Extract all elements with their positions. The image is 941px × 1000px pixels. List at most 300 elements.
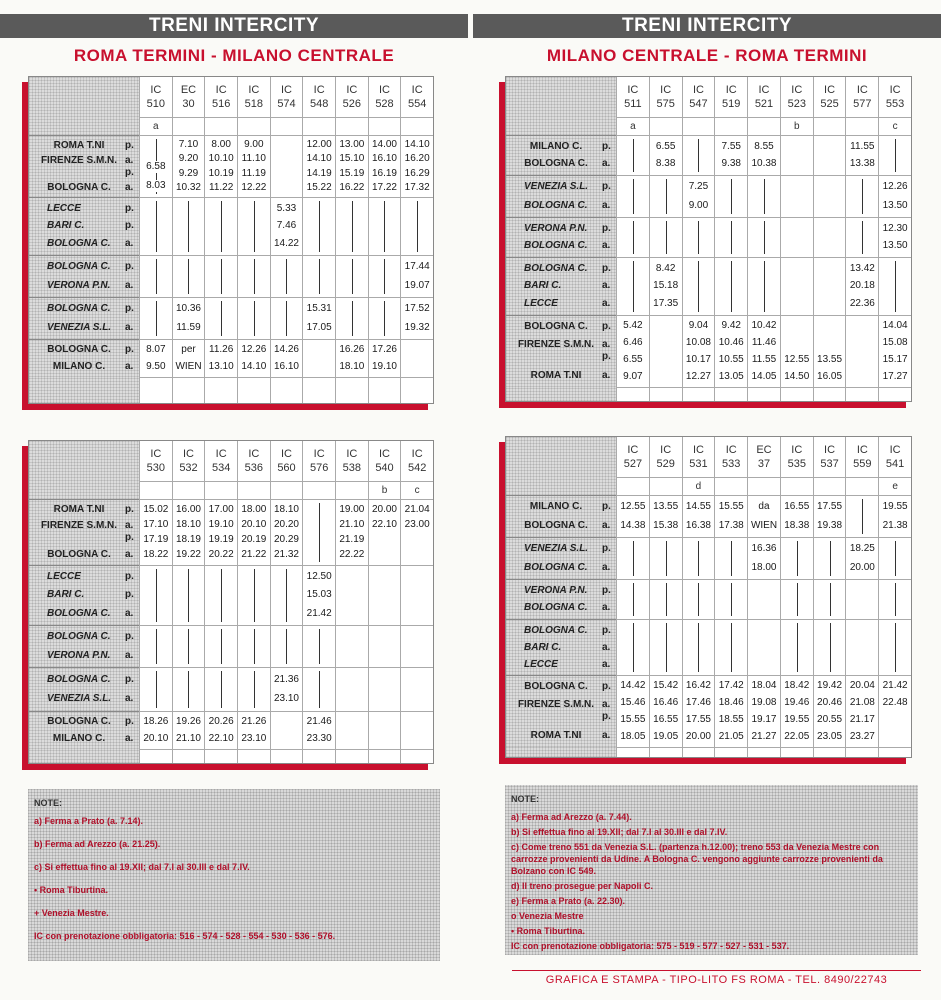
departure-time [220, 693, 222, 705]
train-number: 37 [757, 458, 771, 470]
station-name: BOLOGNA C. [47, 238, 111, 250]
arrival-departure-mark: a. [602, 369, 611, 381]
time-cell [204, 499, 237, 565]
time-cell [845, 495, 878, 537]
time-cell [714, 619, 747, 675]
train-number: 521 [754, 98, 774, 110]
note-item: + Venezia Mestre. [34, 908, 109, 918]
departure-time: 9.00 [688, 199, 709, 211]
departure-time: 12.30 [882, 222, 908, 234]
time-cell [845, 537, 878, 579]
departure-time: 6.46 [623, 337, 643, 349]
time-cell [139, 197, 172, 255]
departure-time [285, 631, 287, 643]
departure-time: 17.27 [882, 370, 908, 382]
time-cell-empty [139, 749, 172, 763]
train-number: 540 [375, 462, 394, 474]
departure-time: 13.00 [339, 139, 365, 151]
time-cell [270, 197, 303, 255]
time-cell [747, 257, 780, 315]
departure-time [730, 602, 732, 614]
note-item: a) Ferma a Prato (a. 7.14). [34, 816, 144, 826]
time-cell [747, 175, 780, 217]
station-name: MILANO C. [52, 360, 106, 372]
departure-time [285, 139, 287, 151]
arrival-departure-mark: p. [125, 504, 134, 516]
train-number: 553 [885, 98, 905, 110]
station-name: BOLOGNA C. [47, 631, 111, 643]
arrival-departure-mark: a. [125, 732, 134, 744]
time-cell [780, 257, 813, 315]
station-name: BOLOGNA C. [524, 624, 588, 636]
station-name: VENEZIA S.L. [47, 321, 112, 333]
station-name: BOLOGNA C. [47, 344, 111, 356]
time-cell [747, 315, 780, 387]
departure-time [253, 631, 255, 643]
departure-time: 15.02 [143, 503, 169, 515]
station-line [506, 659, 616, 671]
departure-time [220, 303, 222, 315]
departure-time [318, 504, 320, 516]
station-name: VERONA P.N. [47, 649, 111, 661]
timetable-milano-roma-morning [505, 76, 918, 408]
arrival-departure-mark: a. [125, 238, 134, 250]
notes-right [505, 785, 918, 955]
departure-time [665, 585, 667, 597]
time-cell [813, 675, 846, 747]
time-cell [616, 217, 649, 257]
train-type: IC [856, 444, 868, 456]
departure-time [351, 322, 353, 334]
departure-time: 14.22 [273, 238, 299, 250]
arrival-departure-mark: p. [602, 222, 611, 234]
station-line [29, 571, 139, 583]
departure-time: 7.10 [178, 139, 199, 151]
train-number: 536 [244, 462, 263, 474]
departure-time: 13.42 [849, 262, 875, 274]
departure-time [894, 562, 896, 574]
departure-time [730, 181, 732, 193]
departure-time [632, 298, 634, 310]
departure-time [318, 549, 320, 561]
departure-time [632, 240, 634, 252]
time-cell [139, 499, 172, 565]
station-line [506, 181, 616, 193]
time-cell [204, 135, 237, 197]
train-number: 519 [722, 98, 741, 110]
departure-time: 9.42 [721, 320, 741, 332]
departure-time: 10.55 [718, 353, 744, 365]
station-group [29, 711, 139, 749]
departure-time [861, 625, 863, 637]
time-cell [172, 297, 205, 339]
departure-time [416, 650, 418, 662]
departure-time [763, 298, 765, 310]
departure-time: 8.07 [146, 344, 166, 356]
departure-time [763, 625, 765, 637]
arrival-departure-mark: p. [602, 262, 611, 274]
departure-time [416, 716, 418, 728]
departure-time: 13.50 [882, 199, 908, 211]
station-name: BOLOGNA C. [524, 158, 588, 170]
departure-time: 23.00 [404, 518, 430, 530]
departure-time [220, 571, 222, 583]
departure-time [730, 223, 732, 235]
departure-time [796, 181, 798, 193]
time-cell [616, 315, 649, 387]
departure-time [861, 320, 863, 332]
departure-time [763, 602, 765, 614]
station-line [29, 631, 139, 643]
station-group [29, 297, 139, 339]
train-number-header [400, 441, 433, 481]
departure-time: 11.19 [241, 167, 266, 179]
train-number: 559 [853, 458, 872, 470]
time-cell [747, 619, 780, 675]
departure-time [796, 223, 798, 235]
departure-time [697, 659, 699, 671]
departure-time: 17.26 [371, 344, 397, 356]
departure-time: 10.19 [208, 167, 234, 179]
departure-time [318, 361, 320, 373]
station-line [506, 543, 616, 555]
departure-time [351, 733, 353, 745]
time-cell [335, 625, 368, 667]
train-number-header [878, 437, 911, 477]
departure-time: 16.10 [273, 360, 299, 372]
departure-time: 21.26 [241, 716, 267, 728]
departure-time [796, 625, 798, 637]
departure-time [894, 585, 896, 597]
train-note-mark [237, 481, 270, 499]
departure-time: 15.38 [653, 519, 679, 531]
train-number-header [270, 77, 303, 117]
arrival-departure-mark: a. [125, 649, 134, 661]
station-filler [506, 747, 616, 757]
departure-time [829, 543, 831, 555]
departure-time: 10.42 [751, 320, 777, 332]
departure-time [796, 240, 798, 252]
departure-time: 11.55 [751, 353, 777, 365]
departure-time [253, 280, 255, 292]
departure-time: 19.42 [817, 680, 843, 692]
time-cell-empty [878, 747, 911, 757]
station-name: VERONA P.N. [524, 222, 588, 234]
station-line [29, 608, 139, 620]
departure-time [351, 280, 353, 292]
departure-time [155, 261, 157, 273]
time-cell [682, 217, 715, 257]
departure-time [220, 220, 222, 232]
train-number-header [368, 77, 401, 117]
time-cell [400, 625, 433, 667]
route-title-left: ROMA TERMINI - MILANO CENTRALE [73, 46, 395, 65]
time-cell [813, 495, 846, 537]
departure-time [351, 608, 353, 620]
time-cell [335, 667, 368, 711]
departure-time [730, 543, 732, 555]
train-type: IC [627, 444, 639, 456]
arrival-departure-mark: p. [125, 571, 134, 583]
train-note-mark [172, 481, 205, 499]
departure-time [351, 674, 353, 686]
train-note-mark [335, 117, 368, 135]
departure-time [383, 534, 385, 546]
arrival-departure-mark: p. [602, 584, 611, 596]
time-cell [172, 625, 205, 667]
time-cell-empty [368, 377, 401, 403]
departure-time: 7.25 [688, 181, 709, 193]
arrival-departure-mark: a. [602, 729, 611, 741]
departure-time: 6.55 [655, 140, 676, 152]
departure-time [861, 181, 863, 193]
departure-time [894, 263, 896, 275]
departure-time [351, 303, 353, 315]
train-number: 575 [656, 98, 675, 110]
time-cell [302, 625, 335, 667]
train-note-mark [139, 481, 172, 499]
departure-time: 16.55 [784, 501, 810, 513]
station-line [29, 549, 139, 561]
time-cell [649, 619, 682, 675]
departure-time [697, 543, 699, 555]
departure-time [318, 238, 320, 250]
departure-time: 15.17 [882, 353, 908, 365]
train-number: 526 [342, 98, 361, 110]
station-line [29, 220, 139, 232]
time-cell [139, 135, 172, 197]
departure-time: 17.38 [718, 519, 744, 531]
departure-time [383, 631, 385, 643]
time-cell [335, 565, 368, 625]
departure-time: 16.00 [175, 503, 201, 515]
train-type: IC [411, 448, 423, 460]
station-name: FIRENZE S.M.N. [517, 699, 595, 711]
departure-time: WIEN [750, 519, 778, 531]
train-number-header [616, 437, 649, 477]
time-cell [302, 297, 335, 339]
time-cell [747, 537, 780, 579]
station-line [506, 298, 616, 310]
departure-time: 14.05 [751, 370, 777, 382]
departure-time: 19.32 [404, 321, 430, 333]
station-line [29, 182, 139, 194]
time-cell [172, 197, 205, 255]
station-name: BOLOGNA C. [47, 607, 111, 619]
time-cell [204, 711, 237, 749]
departure-time [796, 602, 798, 614]
station-group [29, 197, 139, 255]
departure-time [351, 650, 353, 662]
time-cell [649, 315, 682, 387]
arrival-departure-mark: p. [125, 673, 134, 685]
time-cell-empty [714, 387, 747, 401]
departure-time: 14.42 [620, 680, 646, 692]
departure-time: 21.17 [849, 713, 875, 725]
departure-time [318, 261, 320, 273]
station-group [506, 175, 616, 217]
departure-time: 20.55 [817, 713, 843, 725]
departure-time [285, 153, 287, 165]
timetable-grid [28, 76, 434, 404]
departure-time [829, 263, 831, 275]
train-number: 532 [179, 462, 198, 474]
departure-time [730, 625, 732, 637]
time-cell [302, 499, 335, 565]
departure-time: 14.26 [273, 344, 299, 356]
train-note-mark [204, 481, 237, 499]
time-cell [237, 197, 270, 255]
train-number-header [649, 77, 682, 117]
time-cell [400, 499, 433, 565]
time-cell [878, 675, 911, 747]
station-group [506, 257, 616, 315]
departure-time [632, 543, 634, 555]
time-cell [813, 579, 846, 619]
departure-time: 19.38 [817, 519, 843, 531]
train-type: IC [725, 444, 737, 456]
arrival-departure-mark: p. [602, 140, 611, 152]
time-cell [237, 255, 270, 297]
arrival-departure-mark: a. [125, 548, 134, 560]
departure-time [416, 534, 418, 546]
time-cell [335, 339, 368, 377]
station-line [29, 140, 139, 152]
time-cell-empty [813, 387, 846, 401]
departure-time [351, 203, 353, 215]
station-line [29, 322, 139, 334]
time-cell [368, 197, 401, 255]
departure-time [416, 203, 418, 215]
time-cell [845, 315, 878, 387]
departure-time [632, 625, 634, 637]
train-number: 530 [146, 462, 165, 474]
time-cell-empty [139, 377, 172, 403]
route-title-right: MILANO CENTRALE - ROMA TERMINI [546, 46, 868, 65]
departure-time: 15.19 [339, 167, 365, 179]
departure-time: 21.36 [273, 673, 299, 685]
departure-time [894, 625, 896, 637]
station-name: BOLOGNA C. [524, 199, 588, 211]
train-number-header [780, 437, 813, 477]
departure-time [796, 158, 798, 170]
train-number: 518 [244, 98, 263, 110]
time-cell [270, 255, 303, 297]
train-note-mark [204, 117, 237, 135]
departure-time [351, 631, 353, 643]
departure-time: 18.10 [339, 360, 365, 372]
departure-time: 18.00 [241, 503, 267, 515]
departure-time [187, 589, 189, 601]
time-cell [649, 257, 682, 315]
train-number-header [172, 441, 205, 481]
time-cell [780, 495, 813, 537]
departure-time: 20.00 [685, 730, 711, 742]
time-cell [237, 565, 270, 625]
departure-time [285, 733, 287, 745]
departure-time: 21.05 [718, 730, 744, 742]
train-note-mark [172, 117, 205, 135]
train-number: 510 [146, 98, 165, 110]
departure-time [763, 659, 765, 671]
station-group [506, 579, 616, 619]
time-cell-empty [845, 387, 878, 401]
time-cell-empty [845, 747, 878, 757]
time-cell [400, 135, 433, 197]
time-cell [845, 135, 878, 175]
station-name: VENEZIA S.L. [47, 693, 112, 705]
departure-time: 16.29 [404, 167, 430, 179]
departure-time: 14.38 [620, 519, 646, 531]
departure-time [155, 220, 157, 232]
note-item: b) Si effettua fino al 19.XII; dal 7.I al 30.III e dal 7.IV. [511, 827, 728, 837]
train-note-mark [845, 477, 878, 495]
departure-time: 8.03 [146, 179, 166, 191]
departure-time: 16.20 [404, 153, 430, 165]
departure-time [632, 263, 634, 275]
time-cell [845, 675, 878, 747]
train-type: IC [791, 84, 803, 96]
departure-time [187, 608, 189, 620]
time-cell [139, 667, 172, 711]
train-number: 541 [885, 458, 905, 470]
departure-time [155, 280, 157, 292]
arrival-departure-mark: a. p. [125, 154, 134, 178]
time-cell [714, 135, 747, 175]
time-cell-empty [682, 387, 715, 401]
departure-time: da [758, 501, 770, 513]
station-name: VERONA P.N. [47, 279, 111, 291]
time-cell [302, 255, 335, 297]
time-cell [335, 255, 368, 297]
time-cell [747, 579, 780, 619]
departure-time [697, 585, 699, 597]
time-cell [616, 675, 649, 747]
time-cell [845, 579, 878, 619]
departure-time: 21.42 [882, 680, 908, 692]
time-cell [780, 217, 813, 257]
departure-time [351, 716, 353, 728]
departure-time [861, 223, 863, 235]
departure-time [632, 141, 634, 153]
station-name: FIRENZE S.M.N. [517, 339, 595, 351]
departure-time [796, 298, 798, 310]
station-group [29, 625, 139, 667]
timetable-milano-roma-afternoon [505, 436, 918, 764]
arrival-departure-mark: a. [602, 658, 611, 670]
time-cell [813, 619, 846, 675]
arrival-departure-mark: a. [602, 240, 611, 252]
time-cell [813, 257, 846, 315]
station-line [506, 240, 616, 252]
note-item: • Roma Tiburtina. [34, 885, 108, 895]
departure-time [416, 220, 418, 232]
departure-time [796, 280, 798, 292]
time-cell [270, 297, 303, 339]
departure-time [416, 674, 418, 686]
train-note-mark: d [682, 477, 715, 495]
station-name: BARI C. [47, 220, 85, 232]
departure-time [632, 562, 634, 574]
train-number: 576 [309, 462, 329, 474]
train-number: 538 [342, 462, 361, 474]
departure-time [187, 631, 189, 643]
train-number-header [302, 441, 335, 481]
time-cell [335, 711, 368, 749]
departure-time: 14.10 [404, 139, 430, 151]
station-name: MILANO C. [529, 140, 583, 152]
departure-time [155, 571, 157, 583]
